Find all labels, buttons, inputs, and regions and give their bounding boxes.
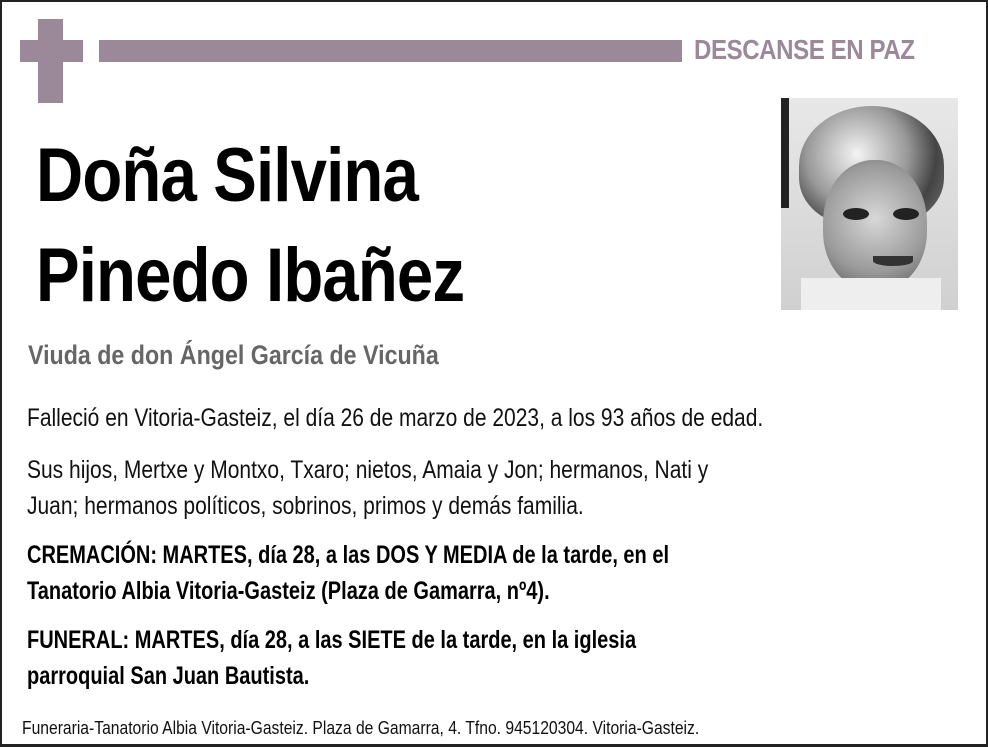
- portrait-photo: [781, 98, 958, 310]
- deceased-name-line2: Pinedo Ibañez: [36, 233, 465, 318]
- funeral-line-2: parroquial San Juan Bautista.: [27, 662, 310, 690]
- photo-collar: [801, 278, 941, 310]
- family-line-2: Juan; hermanos políticos, sobrinos, primos y demás familia.: [27, 492, 584, 520]
- death-statement: Falleció en Vitoria-Gasteiz, el día 26 de marzo de 2023, a los 93 años de edad.: [27, 404, 764, 432]
- photo-eye-left: [843, 208, 869, 220]
- photo-background-edge: [781, 98, 789, 208]
- cremation-line-2: Tanatorio Albia Vitoria-Gasteiz (Plaza de Gamarra, nº4).: [27, 577, 550, 605]
- photo-face: [823, 160, 927, 290]
- header-title: DESCANSE EN PAZ: [694, 34, 915, 65]
- cremation-line-1: CREMACIÓN: MARTES, día 28, a las DOS Y MEDIA de la tarde, en el: [27, 541, 670, 569]
- photo-eye-right: [893, 208, 919, 220]
- funeral-line-1: FUNERAL: MARTES, día 28, a las SIETE de la tarde, en la iglesia: [27, 626, 637, 654]
- family-line-1: Sus hijos, Mertxe y Montxo, Txaro; nietos, Amaia y Jon; hermanos, Nati y: [27, 456, 709, 484]
- relation-subtitle: Viuda de don Ángel García de Vicuña: [28, 340, 439, 370]
- header-divider-bar: [99, 40, 682, 62]
- funeral-home-footer: Funeraria-Tanatorio Albia Vitoria-Gasteiz. Plaza de Gamarra, 4. Tfno. 945120304. Vitoria-Gasteiz.: [22, 718, 700, 738]
- cross-icon-arm: [20, 40, 83, 62]
- photo-mouth: [873, 256, 913, 266]
- deceased-name-line1: Doña Silvina: [36, 133, 418, 218]
